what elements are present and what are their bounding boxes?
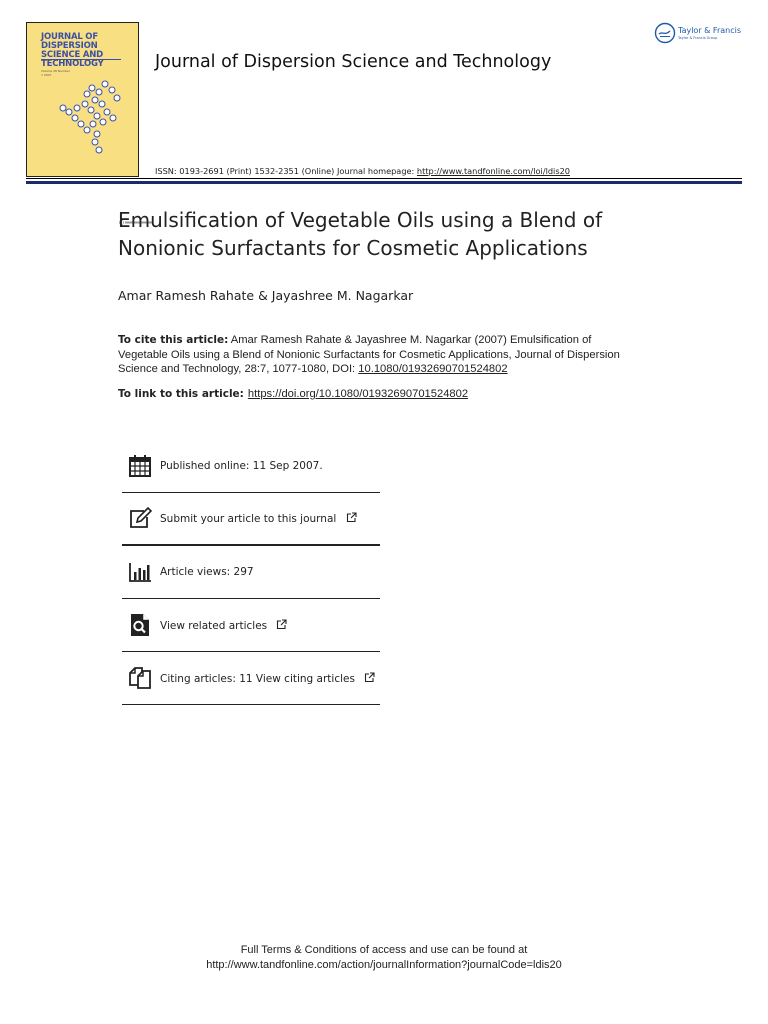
article-link-line xyxy=(118,388,468,400)
cite-label: To cite this article: xyxy=(118,334,229,346)
cover-divider xyxy=(41,59,121,60)
article-info-list xyxy=(122,440,380,705)
external-link-icon xyxy=(276,619,287,630)
citing-documents-icon xyxy=(126,664,154,692)
journal-name: Journal of Dispersion Science and Technology xyxy=(155,52,552,72)
external-link-icon xyxy=(346,512,357,523)
footer-terms-url[interactable]: http://www.tandfonline.com/action/journalInformation?journalCode=ldis20 xyxy=(206,959,562,971)
edit-icon xyxy=(126,505,154,533)
published-date: Published online: 11 Sep 2007. xyxy=(160,460,323,472)
submit-row[interactable] xyxy=(122,493,380,546)
footer-terms-text: Full Terms & Conditions of access and use can be found at xyxy=(240,944,528,956)
external-link-icon xyxy=(364,672,375,683)
related-row[interactable] xyxy=(122,599,380,652)
related-label: View related articles xyxy=(160,619,268,632)
citing-label: Citing articles: 11 View citing articles xyxy=(160,672,355,685)
submit-label: Submit your article to this journal xyxy=(160,513,337,525)
publisher-logo xyxy=(654,22,750,46)
link-label: To link to this article: xyxy=(118,388,244,400)
published-row xyxy=(122,440,380,493)
bar-chart-icon xyxy=(126,558,154,586)
cover-volume-note: Volume 28 Number 7 2007 xyxy=(41,69,70,77)
submit-article-link[interactable] xyxy=(160,512,357,525)
search-document-icon xyxy=(126,611,154,639)
article-title: Emulsification of Vegetable Oils using a Blend of Nonionic Surfactants for Cosmetic Applications xyxy=(118,208,603,260)
view-citing-link[interactable] xyxy=(160,672,375,685)
header-rule-thin xyxy=(26,178,742,179)
publisher-name: Taylor & Francis xyxy=(678,26,741,35)
publisher-icon xyxy=(654,22,676,44)
footer xyxy=(0,943,768,973)
issn-line xyxy=(155,166,570,176)
citation-block xyxy=(118,333,638,377)
citing-row[interactable] xyxy=(122,652,380,705)
doi-link[interactable]: 10.1080/01932690701524802 xyxy=(358,363,508,375)
cover-molecule-illustration xyxy=(57,78,127,158)
article-authors: Amar Ramesh Rahate & Jayashree M. Nagarkar xyxy=(118,288,414,303)
issn-text: ISSN: 0193-2691 (Print) 1532-2351 (Online) Journal homepage: xyxy=(155,166,417,176)
cite-text: Amar Ramesh Rahate & Jayashree M. Nagarkar (2007) Emulsification of Vegetable Oils using a Blend of Nonionic Surfactants for Cosmetic Applications, Journal of Dispersion Science and Technology, 28:7, 1077-1080, DOI: xyxy=(118,334,620,375)
views-row xyxy=(122,546,380,599)
calendar-icon xyxy=(126,452,154,480)
article-views: Article views: 297 xyxy=(160,566,254,578)
cover-publisher-logo xyxy=(89,165,125,170)
journal-homepage-link[interactable]: http://www.tandfonline.com/loi/ldis20 xyxy=(416,166,571,176)
cover-title: JOURNAL OF DISPERSION SCIENCE AND TECHNOLOGY xyxy=(41,32,104,69)
view-related-link[interactable] xyxy=(160,619,287,632)
publisher-group: Taylor & Francis Group xyxy=(678,36,718,40)
journal-cover xyxy=(26,22,139,177)
article-doi-url[interactable]: https://doi.org/10.1080/01932690701524802 xyxy=(247,388,469,400)
header-rule-thick xyxy=(26,181,742,184)
